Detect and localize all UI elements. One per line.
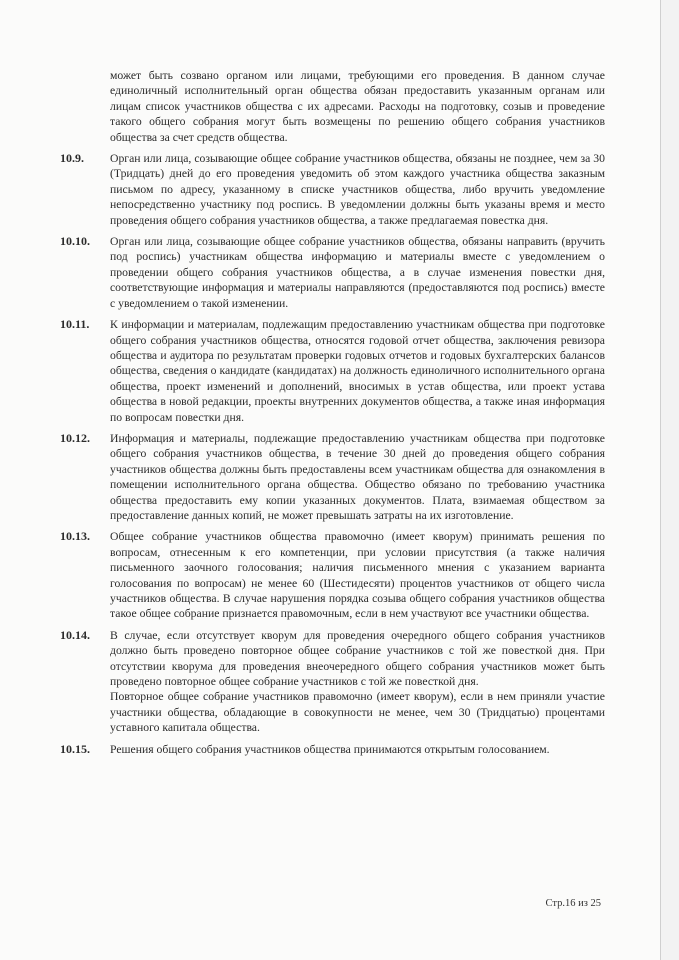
page-edge-line bbox=[660, 0, 661, 960]
paragraph-10-13 bbox=[60, 529, 605, 621]
paragraph-line: В случае, если отсутствует кворум для проведения очередного общего собрания участников должно быть проведено повторное общее собрание участников с той же повесткой дня. При отсутствии кворума для проведения внеочередного общего собрания участников может быть проведено повторное общее собрание участников с той же повесткой дня. bbox=[110, 628, 605, 689]
paragraph-10-11 bbox=[60, 317, 605, 425]
paragraph-10-10 bbox=[60, 234, 605, 311]
paragraph-line: может быть созвано органом или лицами, требующими его проведения. В данном случае единоличный исполнительный орган общества обязан предоставить указанным органам или лицам список участников общества с их адресами. Расходы на подготовку, созыв и проведение такого общего собрания могут быть возмещены по решению общего собрания участников общества за счет средств общества. bbox=[110, 69, 605, 144]
paragraph-text bbox=[110, 317, 605, 425]
paragraph-number: 10.14. bbox=[60, 627, 90, 642]
paragraph-text bbox=[110, 628, 605, 736]
paragraph-line: Повторное общее собрание участников правомочно (имеет кворум), если в нем приняли участие участники общества, обладающие в совокупности не менее, чем 30 (Тридцатью) процентами уставного капитала общества. bbox=[110, 690, 605, 735]
paragraph-continuation bbox=[60, 68, 605, 145]
paragraph-text bbox=[110, 431, 605, 523]
paragraph-line: Орган или лица, созывающие общее собрание участников общества, обязаны направить (вручить под роспись) участникам общества информацию и материалы вместе с уведомлением о проведении общего собрания участников общества, а в случае изменения повестки дня, соответствующие информация и материалы направляются (предоставляются под роспись) вместе с уведомлением о такой изменении. bbox=[110, 235, 605, 310]
paragraph-line: Орган или лица, созывающие общее собрание участников общества, обязаны не позднее, чем за 30 (Тридцать) дней до его проведения уведомить об этом каждого участника общества заказным письмом по адресу, указанному в списке участников общества, либо вручить уведомление непосредственно участнику под роспись. В уведомлении должны быть указаны время и место проведения общего собрания участников общества, а также предлагаемая повестка дня. bbox=[110, 152, 605, 227]
paragraph-text bbox=[110, 68, 605, 145]
page-edge-shadow bbox=[661, 0, 679, 960]
paragraph-number: 10.11. bbox=[60, 317, 90, 332]
paragraph-text bbox=[110, 151, 605, 228]
paragraph-10-14 bbox=[60, 628, 605, 736]
paragraph-10-12 bbox=[60, 431, 605, 523]
paragraph-line: Решения общего собрания участников общества принимаются открытым голосованием. bbox=[110, 742, 550, 756]
paragraph-number: 10.15. bbox=[60, 741, 90, 756]
paragraph-number: 10.10. bbox=[60, 234, 90, 249]
paragraph-number: 10.9. bbox=[60, 151, 84, 166]
paragraph-text bbox=[110, 742, 605, 757]
paragraph-line: К информации и материалам, подлежащим предоставлению участникам общества при подготовке общего собрания участников общества, относятся годовой отчет общества, заключения ревизора общества и аудитора по результатам проверки годовых отчетов и годовых бухгалтерских балансов общества, сведения о кандидате (кандидатах) на должность единоличного исполнительного органа общества, проект изменений и дополнений, вносимых в устав общества, или проект устава общества в новой редакции, проекты внутренних документов общества, а также иная информация по вопросам повестки дня. bbox=[110, 318, 605, 424]
paragraph-line: Информация и материалы, подлежащие предоставлению участникам общества при подготовке общего собрания участников общества, в течение 30 дней до проведения общего собрания участников общества должны быть предоставлены всем участникам общества для ознакомления в помещении исполнительного органа общества. Общество обязано по требованию участника общества предоставить ему копии указанных документов. Плата, взимаемая обществом за предоставление данных копий, не может превышать затраты на их изготовление. bbox=[110, 431, 605, 522]
paragraph-number: 10.12. bbox=[60, 430, 90, 445]
paragraph-number: 10.13. bbox=[60, 529, 90, 544]
paragraph-text bbox=[110, 529, 605, 621]
paragraph-text bbox=[110, 234, 605, 311]
paragraph-10-9 bbox=[60, 151, 605, 228]
paragraph-10-15 bbox=[60, 742, 605, 757]
page-number-footer: Стр.16 из 25 bbox=[545, 898, 601, 909]
paragraph-line: Общее собрание участников общества правомочно (имеет кворум) принимать решения по вопросам, отнесенным к его компетенции, при условии присутствия (а также наличия письменного заочного голосования; наличия письменного мнения с указанием варианта голосования по вопросам) не менее 60 (Шестидесяти) процентов участников от общего числа участников общества. В случае нарушения порядка созыва общего собрания участников общества такое общее собрание признается правомочным, если в нем участвуют все участники общества. bbox=[110, 530, 605, 621]
document-body bbox=[60, 68, 605, 763]
